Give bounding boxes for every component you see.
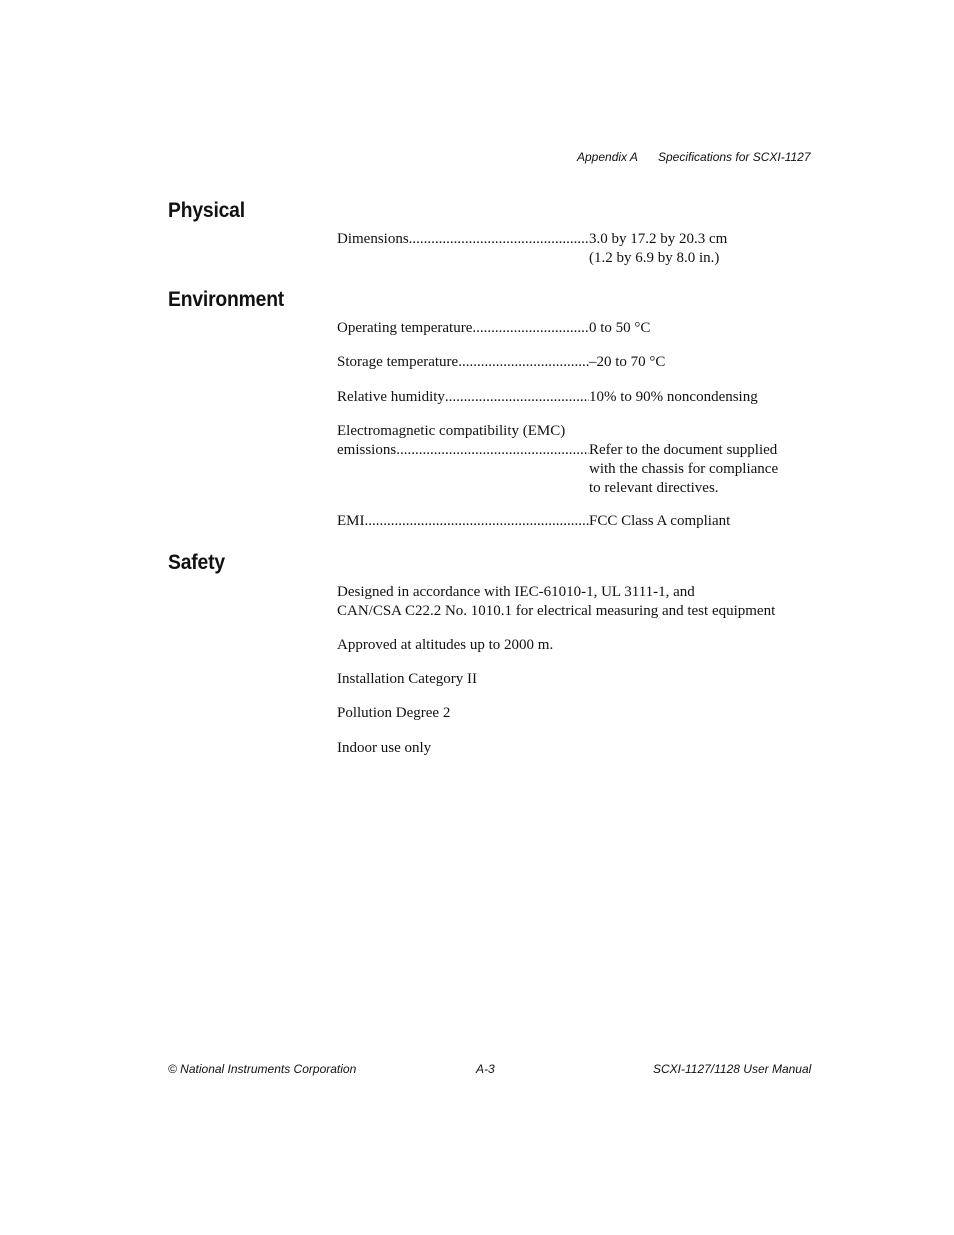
spec-label: Relative humidity	[337, 389, 445, 405]
footer-page-number: A-3	[476, 1062, 495, 1076]
spec-label: EMI	[337, 513, 365, 529]
spec-value: to relevant directives.	[589, 480, 719, 496]
spec-value: Refer to the document supplied	[589, 442, 778, 458]
header-appendix: Appendix A	[577, 150, 638, 164]
leader-dots	[472, 319, 589, 338]
footer-copyright: © National Instruments Corporation	[168, 1062, 357, 1076]
leader-dots	[409, 230, 589, 249]
spec-storage-temperature	[337, 353, 797, 372]
section-heading-physical: Physical	[168, 199, 245, 222]
leader-dots	[445, 388, 589, 407]
safety-paragraph-pollution: Pollution Degree 2	[337, 705, 451, 721]
safety-paragraph-indoor: Indoor use only	[337, 740, 432, 756]
spec-value: 3.0 by 17.2 by 20.3 cm	[589, 231, 728, 247]
header-title: Specifications for SCXI-1127	[658, 150, 811, 164]
spec-operating-temperature	[337, 319, 797, 338]
spec-label: Storage temperature	[337, 354, 459, 370]
spec-label: Dimensions	[337, 231, 409, 247]
safety-paragraph-standards	[337, 583, 775, 621]
leader-dots	[365, 512, 590, 531]
leader-dots	[458, 353, 589, 372]
spec-emc	[337, 422, 797, 498]
spec-dimensions	[337, 230, 797, 268]
safety-paragraph-altitude: Approved at altitudes up to 2000 m.	[337, 637, 554, 653]
spec-value: with the chassis for compliance	[589, 461, 779, 477]
spec-value: –20 to 70 °C	[589, 354, 666, 370]
spec-label: Operating temperature	[337, 320, 473, 336]
spec-label: emissions	[337, 442, 397, 458]
section-heading-environment: Environment	[168, 288, 285, 311]
paragraph-line: CAN/CSA C22.2 No. 1010.1 for electrical measuring and test equipment	[337, 603, 776, 619]
paragraph-line: Designed in accordance with IEC-61010-1, UL 3111-1, and	[337, 584, 695, 600]
spec-value: 0 to 50 °C	[589, 320, 651, 336]
spec-value: 10% to 90% noncondensing	[589, 389, 758, 405]
spec-value: (1.2 by 6.9 by 8.0 in.)	[589, 250, 720, 266]
safety-paragraph-installation: Installation Category II	[337, 671, 477, 687]
spec-value: FCC Class A compliant	[589, 513, 731, 529]
spec-emi	[337, 512, 797, 531]
leader-dots	[396, 441, 589, 460]
footer-manual-title: SCXI-1127/1128 User Manual	[653, 1062, 812, 1076]
spec-relative-humidity	[337, 388, 797, 407]
spec-label: Electromagnetic compatibility (EMC)	[337, 423, 566, 439]
section-heading-safety: Safety	[168, 551, 225, 574]
